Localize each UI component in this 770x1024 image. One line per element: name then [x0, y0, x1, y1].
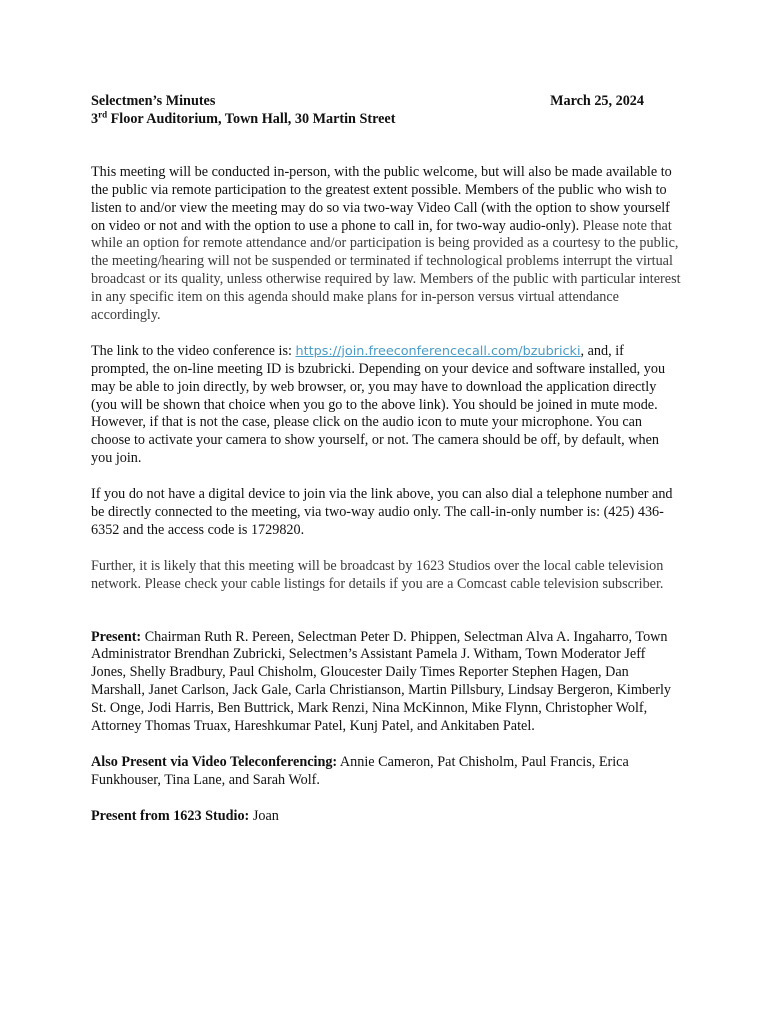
video-instructions: , and, if prompted, the on-line meeting ID is bzubricki. Depending on your device and software installed, you may be able to join directly, by web browser, or, you may have to download the application directly (you will be shown that choice when you go to the above link). You should be joined in mute mode. However, if that is not the case, please click on the audio icon to mute your microphone. You can choose to activate your camera to show yourself, or not. The camera should be off, by default, when you join.	[91, 342, 666, 467]
video-present-paragraph	[91, 754, 681, 790]
location-text: Floor Auditorium, Town Hall, 30 Martin Street	[107, 110, 396, 127]
present-list: Chairman Ruth R. Pereen, Selectman Peter D. Phippen, Selectman Alva A. Ingaharro, Town Administrator Brendhan Zubricki, Selectmen’s Assistant Pamela J. Witham, Town Moderator Jeff Jones, Shelly Bradbury, Paul Chisholm, Gloucester Daily Times Reporter Stephen Hagen, Dan Marshall, Janet Carlson, Jack Gale, Carla Christianson, Martin Pillsbury, Lindsay Bergeron, Kimberly St. Onge, Jodi Harris, Ben Buttrick, Mark Renzi, Nina McKinnon, Mike Flynn, Christopher Wolf, Attorney Thomas Truax, Hareshkumar Patel, Kunj Patel, and Ankitaben Patel.	[91, 628, 672, 735]
video-present-label: Also Present via Video Teleconferencing:	[91, 753, 338, 770]
intro-paragraph	[91, 164, 681, 325]
video-conference-link[interactable]: https://join.freeconferencecall.com/bzubricki	[295, 343, 581, 359]
location-floor-number: 3	[91, 110, 99, 127]
video-link-intro: The link to the video conference is:	[91, 342, 296, 359]
studio-present-list: Joan	[249, 807, 279, 824]
intro-text-main: This meeting will be conducted in-person, with the public welcome, but will also be made available to the public via remote participation to the greatest extent possible. Members of the public who wish to listen to and/or view the meeting may do so via two-way Video Call (with the option to show yourself on video or not and with the option to use a phone to call in, for two-way audio-only).	[91, 163, 672, 234]
present-label: Present:	[91, 628, 142, 645]
intro-text-disclaimer: Please note that while an option for remote attendance and/or participation is being provided as a courtesy to the public, the meeting/hearing will not be suspended or terminated if technological problems interrupt the virtual broadcast or its quality, unless otherwise required by law. Members of the public with particular interest in any specific item on this agenda should make plans for in-person versus virtual attendance accordingly.	[91, 217, 681, 324]
present-paragraph	[91, 629, 681, 736]
location-floor-suffix: rd	[98, 109, 108, 120]
document-title: Selectmen’s Minutes	[91, 93, 216, 109]
meeting-date: March 25, 2024	[550, 93, 644, 109]
meeting-location	[91, 111, 681, 129]
document-page	[91, 93, 681, 825]
studio-present-label: Present from 1623 Studio:	[91, 807, 250, 824]
document-header	[91, 93, 644, 111]
phone-paragraph: If you do not have a digital device to join via the link above, you can also dial a telephone number and be directly connected to the meeting, via two-way audio only. The call-in-only number is: (425) 436-6352 and the access code is 1729820.	[91, 486, 673, 538]
video-conference-paragraph	[91, 343, 681, 468]
studio-present-paragraph	[91, 808, 681, 826]
video-present-list: Annie Cameron, Pat Chisholm, Paul Francis, Erica Funkhouser, Tina Lane, and Sarah Wolf.	[91, 753, 629, 788]
broadcast-paragraph: Further, it is likely that this meeting will be broadcast by 1623 Studios over the local cable television network. Please check your cable listings for details if you are a Comcast cable television subscriber.	[91, 557, 664, 592]
